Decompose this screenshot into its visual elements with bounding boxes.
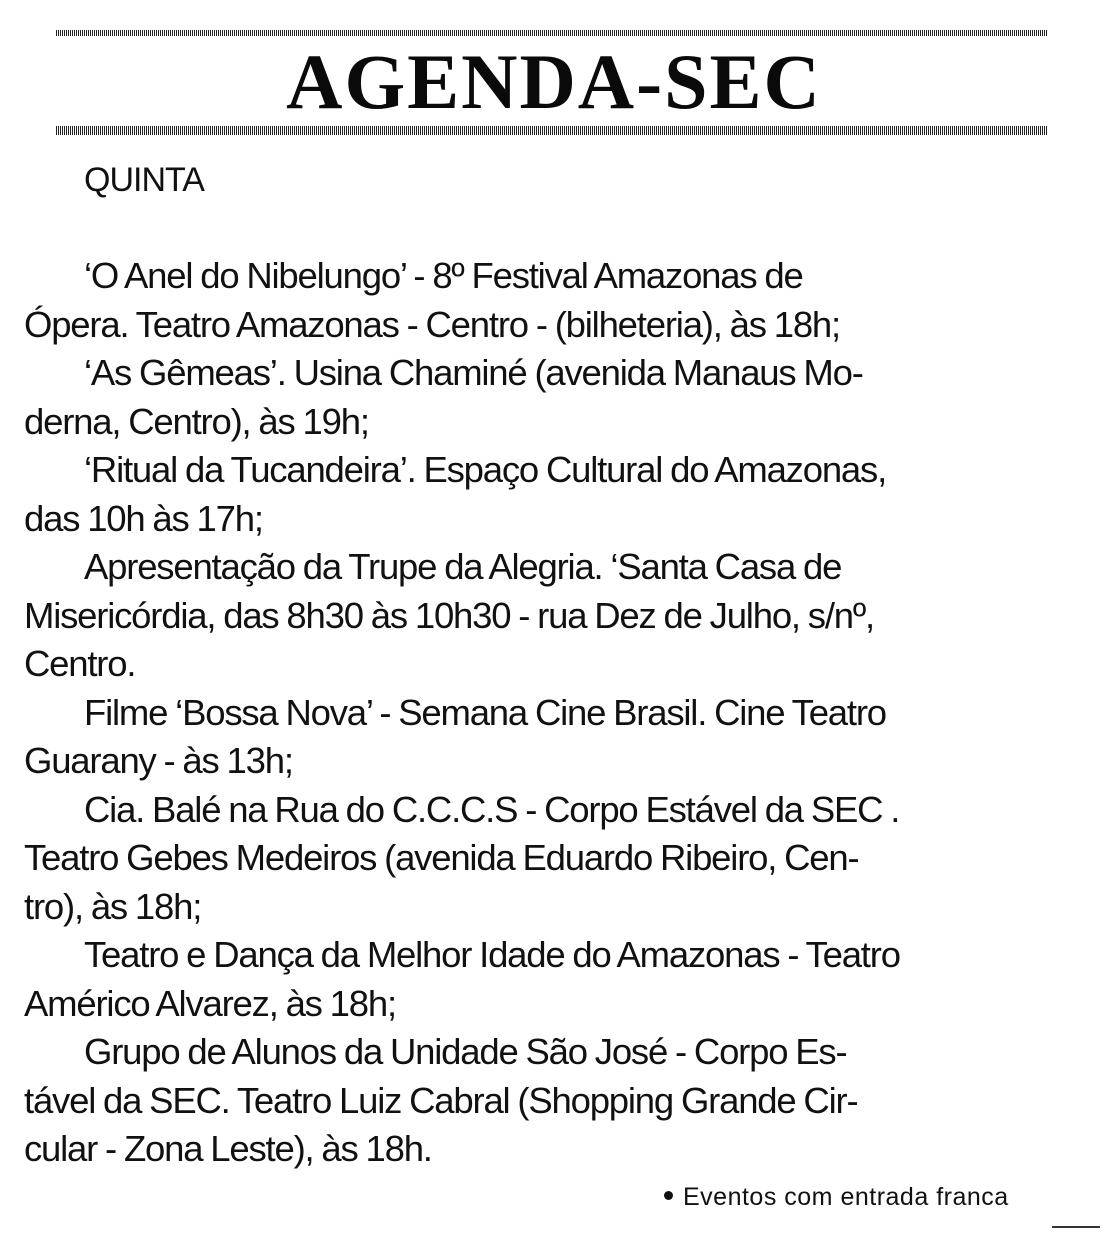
event-line: Grupo de Alunos da Unidade São José - Corpo Es- (84, 1031, 847, 1072)
event-line: tável da SEC. Teatro Luiz Cabral (Shopping Grande Cir- (24, 1079, 858, 1121)
event-line: Apresentação da Trupe da Alegria. ‘Santa Casa de (84, 546, 842, 587)
event-line: das 10h às 17h; (24, 497, 263, 539)
event-line: Filme ‘Bossa Nova’ - Semana Cine Brasil. Cine Teatro (84, 691, 886, 733)
day-heading: QUINTA (84, 161, 204, 199)
event-line: derna, Centro), às 19h; (24, 400, 369, 442)
event-line: ‘Ritual da Tucandeira’. Espaço Cultural do Amazonas, (84, 449, 887, 490)
top-rule (56, 30, 1048, 36)
event-line: Centro. (24, 643, 136, 684)
event-line: Misericórdia, das 8h30 às 10h30 - rua Dez de Julho, s/nº, (24, 594, 874, 636)
agenda-listing (24, 252, 1074, 1174)
bullet-icon (664, 1191, 673, 1200)
event-line: cular - Zona Leste), às 18h. (24, 1128, 432, 1169)
event-line: ‘As Gêmeas’. Usina Chaminé (avenida Manaus Mo- (84, 352, 863, 393)
footnote-text: Eventos com entrada franca (683, 1183, 1009, 1211)
event-line: Guarany - às 13h; (24, 740, 293, 781)
event-line: Cia. Balé na Rua do C.C.C.S - Corpo Estável da SEC . (84, 788, 900, 830)
edge-mark (1052, 1226, 1100, 1228)
event-line: Ópera. Teatro Amazonas - Centro - (bilheteria), às 18h; (24, 303, 840, 345)
bottom-rule (56, 126, 1048, 135)
event-line: ‘O Anel do Nibelungo’ - 8º Festival Amazonas de (84, 255, 803, 296)
event-line: Américo Alvarez, às 18h; (24, 982, 396, 1024)
event-line: tro), às 18h; (24, 885, 202, 927)
page-title: AGENDA-SEC (286, 38, 822, 125)
event-line: Teatro Gebes Medeiros (avenida Eduardo Ribeiro, Cen- (24, 837, 859, 878)
event-line: Teatro e Dança da Melhor Idade do Amazonas - Teatro (84, 934, 900, 975)
footnote (664, 1182, 1009, 1212)
